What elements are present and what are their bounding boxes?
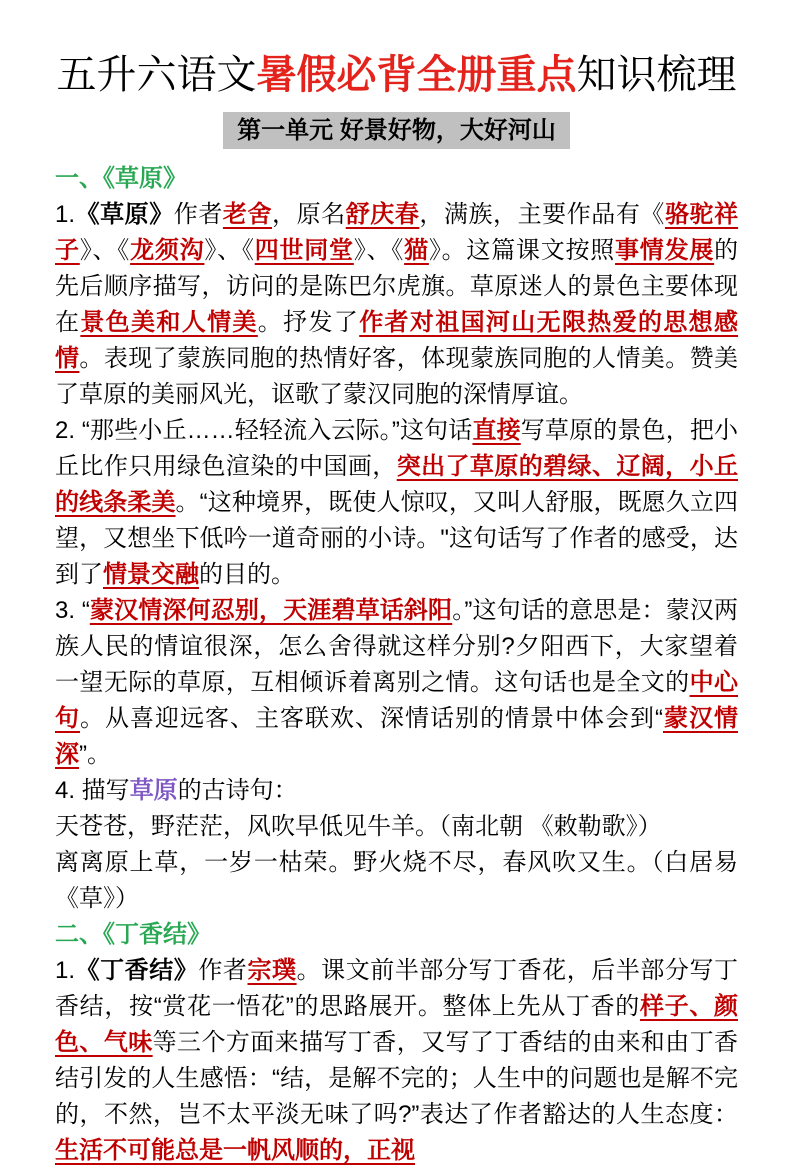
text-run: 作者 <box>173 201 223 229</box>
text-run: 四世同堂 <box>254 237 354 265</box>
text-run: 直接 <box>472 417 521 445</box>
text-run: 舒庆春 <box>345 201 420 229</box>
content <box>55 161 738 1169</box>
text-run: 天苍苍，野茫茫，风吹早低见牛羊。（南北朝 《敕勒歌》） <box>55 813 662 841</box>
text-run: 知识梳理 <box>576 53 737 97</box>
text-run: 。课文前半部分写丁香花，后半部分写丁香结，按“赏花一悟花”的思路展开。整体上先从丁香的 <box>55 957 739 1021</box>
paragraph <box>55 197 738 413</box>
text-run: 。表现了蒙族同胞的热情好客，体现蒙族同胞的人情美。赞美了草原的美丽风光，讴歌了蒙汉同胞的深情厚谊。 <box>55 345 739 409</box>
text-run: 老舍 <box>222 201 273 229</box>
text-run: 生活不可能总是一帆风顺的，正视 <box>55 1137 415 1165</box>
text-run: 蒙汉情深 <box>55 705 738 769</box>
text-run: 。”这句话的意思是：蒙汉两族人民的情谊很深，怎么舍得就这样分别?夕阳西下，大家望着一望无际的草原，互相倾诉着离别之情。这句话也是全文的 <box>55 597 738 697</box>
text-run: ，满族，主要作品有《 <box>419 201 665 229</box>
text-run: 的先后顺序描写，访问的是陈巴尔虎旗。草原迷人的景色主要体现在 <box>55 237 739 337</box>
paragraph <box>55 953 738 1169</box>
unit-banner-row <box>0 112 793 149</box>
text-run: 》、《 <box>353 237 405 265</box>
text-run: 景色美和人情美 <box>80 309 258 337</box>
text-run: 。“这种境界，既使人惊叹，又叫人舒服，既愿久立四望，又想坐下低吟一道奇丽的小诗。"这句话写了作者的感受，达到了 <box>55 489 739 589</box>
text-run: 3. “ <box>55 597 90 625</box>
paragraph <box>55 773 738 809</box>
text-run: 》、《 <box>79 237 131 265</box>
text-run: 蒙汉情深何忍别，天涯碧草话斜阳 <box>89 597 453 625</box>
text-run: 突出了草原的碧绿、辽阔，小丘的线条柔美 <box>55 453 738 517</box>
text-run: 》。这篇课文按照 <box>428 237 616 265</box>
text-run: 写草原的景色，把小丘比作只用绿色渲染的中国画， <box>55 417 739 481</box>
text-run: 事情发展 <box>615 237 715 265</box>
text-run: 2. “那些小丘……轻轻流入云际。”这句话 <box>55 417 473 445</box>
text-run: 》、《 <box>204 237 255 265</box>
text-run: ”。 <box>79 741 111 769</box>
paragraph <box>55 809 738 845</box>
text-run: 《草原》 <box>75 201 174 229</box>
text-run: 等三个方面来描写丁香，又写了丁香结的由来和由丁香结引发的人生感悟：“结，是解不完的；人生中的问题也是解不完的，不然，岂不太平淡无味了吗?”表达了作者豁达的人生态度： <box>55 1029 739 1129</box>
text-run: 《丁香结》 <box>75 957 199 985</box>
text-run: 1. <box>55 957 76 985</box>
unit-banner: 第一单元 好景好物，大好河山 <box>223 112 570 149</box>
text-run: 宗璞 <box>247 957 297 985</box>
text-run: 的目的。 <box>199 561 295 589</box>
text-run: 五升六语文 <box>56 53 257 97</box>
text-run: 草原 <box>129 777 178 805</box>
text-run: 的古诗句： <box>177 777 298 805</box>
paragraph <box>55 593 738 773</box>
text-run: 4. 描写 <box>55 777 130 805</box>
text-run: 暑假必背全册重点 <box>256 53 577 97</box>
text-run: 离离原上草，一岁一枯荣。野火烧不尽，春风吹又生。（白居易 《草》） <box>55 849 738 913</box>
text-run: 。从喜迎远客、主客联欢、深情话别的情景中体会到“ <box>80 705 663 733</box>
text-run: 龙须沟 <box>130 237 205 265</box>
text-run: 中心句 <box>55 669 739 733</box>
text-run: 猫 <box>404 237 429 265</box>
text-run: 。抒发了 <box>257 309 360 337</box>
text-run: 作者 <box>198 957 248 985</box>
text-run: 作者对祖国河山无限热爱的思想感情 <box>55 309 739 373</box>
text-run: ，原名 <box>272 201 346 229</box>
section-heading: 一、《草原》 <box>55 165 187 193</box>
paragraph <box>55 413 738 593</box>
text-run: 骆驼祥子 <box>55 201 739 265</box>
text-run: 样子、颜色、气味 <box>55 993 739 1057</box>
text-run: 情景交融 <box>103 561 199 589</box>
text-run: 1. <box>55 201 76 229</box>
page-title <box>0 50 793 100</box>
paragraph <box>55 845 738 917</box>
section-heading: 二、《丁香结》 <box>55 921 211 949</box>
document-page <box>0 50 793 1172</box>
